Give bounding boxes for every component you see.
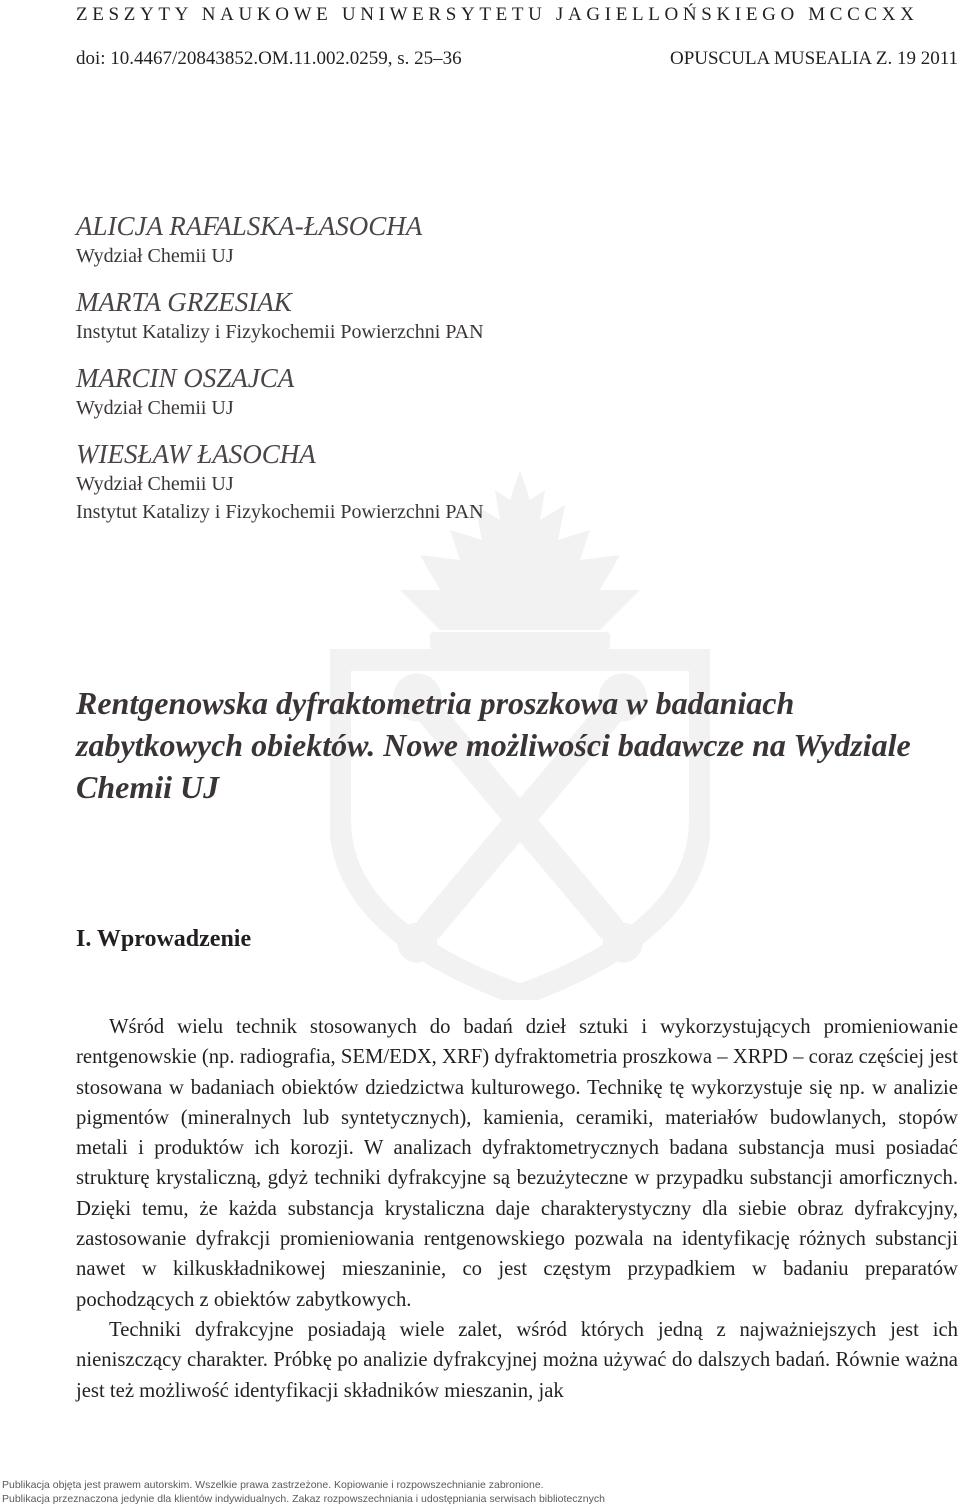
author-affiliation: Wydział Chemii UJ (76, 473, 234, 495)
copyright-footer (2, 1478, 605, 1506)
doi-line (76, 48, 958, 70)
body-text (76, 1012, 958, 1406)
author-block (76, 438, 958, 526)
article-title: Rentgenowska dyfraktometria proszkowa w badaniach zabytkowych obiektów. Nowe możliwości badawcze na Wydziale Chemii UJ (76, 685, 911, 805)
author-list (76, 210, 958, 542)
author-block (76, 210, 958, 270)
author-block (76, 286, 958, 346)
author-affiliation: Instytut Katalizy i Fizykochemii Powierzchni PAN (76, 321, 484, 343)
journal-issue: OPUSCULA MUSEALIA Z. 19 2011 (669, 48, 958, 69)
body-paragraph: Wśród wielu technik stosowanych do badań dzieł sztuki i wykorzystujących promieniowanie rentgenowskie (np. radiografia, SEM/EDX, XRF) dyfraktometria proszkowa – XRPD – coraz częściej jest stosowana w badaniach obiektów dziedzictwa kulturowego. Technikę tę wykorzystuje się np. w analizie pigmentów (mineralnych lub syntetycznych), kamienia, ceramiki, materiałów budowlanych, stopów metali i produktów ich korozji. W analizach dyfraktometrycznych badana substancja musi posiadać strukturę krystaliczną, gdyż techniki dyfrakcyjne są bezużyteczne w przypadku substancji amorficznych. Dzięki temu, że każda substancja krystaliczna daje charakterystyczny dla siebie obraz dyfrakcyjny, zastosowanie dyfrakcji promieniowania rentgenowskiego pozwala na identyfikację różnych substancji nawet w kilkuskładnikowej mieszaninie, co jest częstym przypadkiem w badaniu preparatów pochodzących z obiektów zabytkowych. (76, 1016, 958, 1311)
author-affiliation: Instytut Katalizy i Fizykochemii Powierzchni PAN (76, 501, 484, 523)
body-paragraph: Techniki dyfrakcyjne posiadają wiele zalet, wśród których jedną z najważniejszych jest ich nieniszczący charakter. Próbkę po analizie dyfrakcyjnej można używać do dalszych badań. Równie ważna jest też możliwość identyfikacji składników mieszanin, jak (76, 1318, 958, 1402)
distribution-line: Publikacja przeznaczona jedynie dla klientów indywidualnych. Zakaz rozpowszechniania i udostępniania serwisach bibliotecznych (2, 1493, 605, 1505)
author-name: MARTA GRZESIAK (76, 287, 292, 317)
author-name: WIESŁAW ŁASOCHA (76, 439, 316, 469)
doi-reference: doi: 10.4467/20843852.OM.11.002.0259, s. 25–36 (76, 48, 462, 69)
author-name: MARCIN OSZAJCA (76, 363, 295, 393)
author-block (76, 362, 958, 422)
author-affiliation: Wydział Chemii UJ (76, 245, 234, 267)
author-name: ALICJA RAFALSKA-ŁASOCHA (76, 211, 423, 241)
section-heading: I. Wprowadzenie (76, 926, 252, 952)
author-affiliation: Wydział Chemii UJ (76, 397, 234, 419)
series-header: ZESZYTY NAUKOWE UNIWERSYTETU JAGIELLOŃSKIEGO MCCCXX (76, 4, 919, 25)
copyright-line: Publikacja objęta jest prawem autorskim. Wszelkie prawa zastrzeżone. Kopiowanie i rozpowszechnianie zabronione. (2, 1479, 544, 1491)
